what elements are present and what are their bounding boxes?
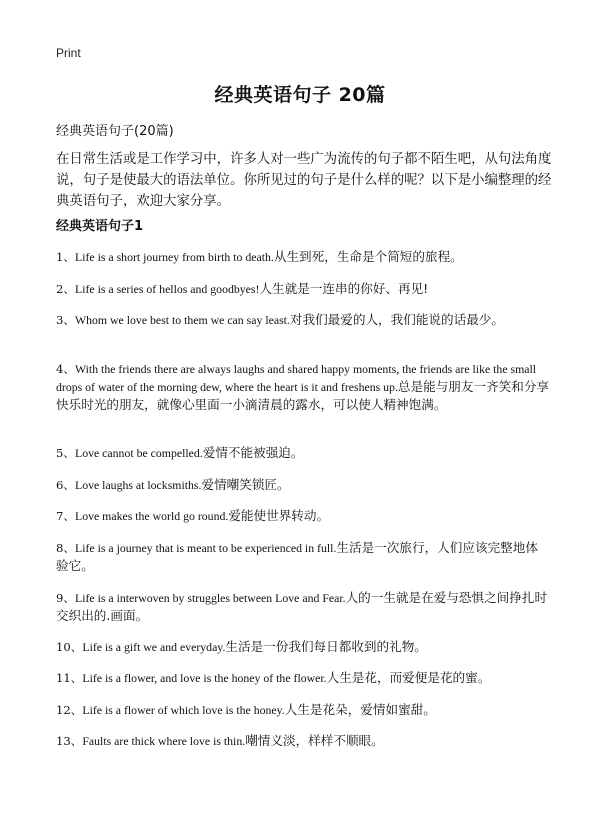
page-title: 经典英语句子 20篇	[214, 84, 386, 106]
sentence-chinese: 人的一生就是在爱与恐惧之间挣扎时交织出的.画面。	[56, 590, 548, 623]
sentence-chinese: 嘲情义淡，样样不顺眼。	[245, 733, 384, 748]
sentence-english: Life is a flower, and love is the honey of the flower.	[82, 671, 327, 685]
sentence-item	[56, 248, 550, 266]
sentence-item	[56, 539, 550, 575]
sentence-english: Love cannot be compelled.	[74, 446, 203, 460]
sentence-number: 1、	[56, 250, 75, 264]
sentence-english: With the friends there are always laughs and shared happy moments, the friends are like the small drops of water of the morning dew, where the heart is it and freshens up.	[56, 362, 537, 394]
sentence-item	[56, 732, 550, 750]
sentence-chinese: 总是能与朋友一齐笑和分享快乐时光的朋友，就像心里面一小滴清晨的露水，可以使人精神饱满。	[56, 379, 550, 412]
sentence-item	[56, 507, 550, 525]
sentence-number: 8、	[56, 541, 75, 555]
sentence-item	[56, 444, 550, 462]
sentence-item	[56, 361, 550, 414]
sentence-english: Whom we love best to them we can say least.	[74, 313, 290, 327]
sentence-english: Life is a gift we and everyday.	[82, 640, 226, 654]
sentence-item	[56, 669, 550, 687]
sentence-number: 11、	[56, 671, 83, 685]
document-subtitle: 经典英语句子(20篇)	[56, 124, 174, 139]
sentence-item	[56, 476, 550, 494]
sentence-number: 3、	[56, 313, 75, 327]
sentence-english: Love makes the world go round.	[74, 509, 229, 523]
sentence-number: 12、	[56, 703, 83, 717]
sentence-english: Love laughs at locksmiths.	[74, 478, 202, 492]
sentence-chinese: 生活是一份我们每日都收到的礼物。	[225, 639, 427, 654]
sentence-number: 2、	[56, 282, 75, 296]
intro-paragraph: 在日常生活或是工作学习中，许多人对一些广为流传的句子都不陌生吧，从句法角度说，句子是使最大的语法单位。你所见过的句子是什么样的呢？以下是小编整理的经典英语句子，欢迎大家分享。	[56, 152, 552, 209]
section-heading: 经典英语句子1	[56, 219, 144, 234]
print-link[interactable]: Print	[56, 46, 81, 60]
sentence-chinese: 爱情不能被强迫。	[202, 445, 304, 460]
sentence-chinese: 生活是一次旅行，人们应该完整地体验它。	[56, 540, 538, 573]
sentence-item	[56, 280, 550, 298]
sentence-item	[56, 701, 550, 719]
sentence-number: 7、	[56, 509, 75, 523]
sentence-english: Life is a short journey from birth to death.	[74, 250, 274, 264]
sentence-item	[56, 589, 550, 625]
sentence-english: Life is a journey that is meant to be experienced in full.	[74, 541, 337, 555]
sentence-chinese: 人生是花朵，爱情如蜜甜。	[284, 702, 436, 717]
sentence-english: Faults are thick where love is thin.	[82, 734, 246, 748]
sentence-chinese: 从生到死，生命是个简短的旅程。	[273, 249, 463, 264]
sentence-english: Life is a series of hellos and goodbyes!	[74, 282, 260, 296]
sentence-chinese: 爱能使世界转动。	[228, 508, 330, 523]
sentence-number: 9、	[56, 591, 75, 605]
sentence-item	[56, 311, 550, 329]
sentence-number: 6、	[56, 478, 75, 492]
sentence-chinese: 对我们最爱的人，我们能说的话最少。	[289, 312, 504, 327]
sentence-number: 5、	[56, 446, 75, 460]
sentence-english: Life is a flower of which love is the honey.	[82, 703, 285, 717]
sentence-number: 4、	[56, 362, 75, 376]
sentence-number: 10、	[56, 640, 83, 654]
sentence-chinese: 人生就是一连串的你好、再见!	[259, 281, 429, 296]
sentence-number: 13、	[56, 734, 83, 748]
sentence-chinese: 爱情嘲笑锁匠。	[201, 477, 290, 492]
sentence-chinese: 人生是花，而爱便是花的蜜。	[326, 670, 491, 685]
sentence-item	[56, 638, 550, 656]
sentence-english: Life is a interwoven by struggles between Love and Fear.	[74, 591, 346, 605]
